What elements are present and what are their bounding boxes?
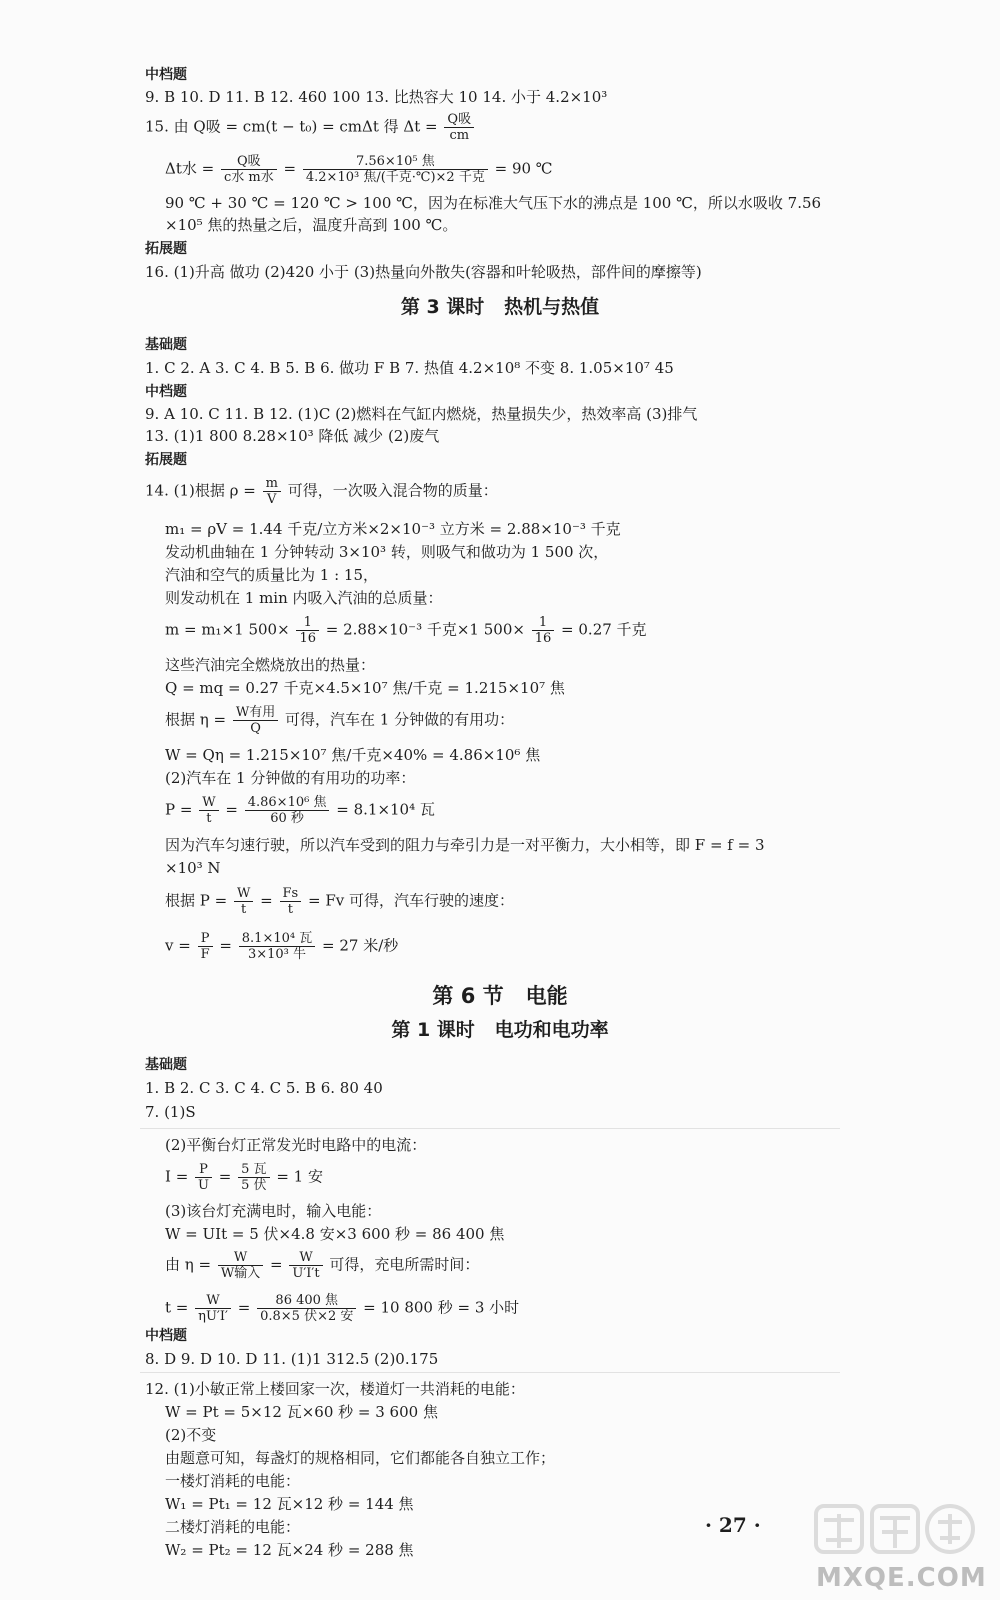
fraction [195, 1293, 231, 1324]
denominator: 4.2×10³ 焦/(千克·℃)×2 千克 [305, 170, 485, 185]
numerator: 4.86×10⁶ 焦 [245, 795, 330, 811]
text-line: ×10⁵ 焦的热量之后，温度升高到 100 ℃。 [165, 216, 458, 234]
text: 可得，一次吸入混合物的质量： [287, 481, 498, 500]
text: = [219, 936, 232, 955]
text-line: 汽油和空气的质量比为 1 : 15， [165, 566, 378, 584]
answer-line: 1. C 2. A 3. C 4. B 5. B 6. 做功 F B 7. 热值 4.2×10⁸ 不变 8. 1.05×10⁷ 45 [145, 359, 674, 377]
section-title: 第 6 节 电能 [432, 984, 568, 1008]
text-line: (3)该台灯充满电时，输入电能： [165, 1202, 382, 1220]
text: = [237, 1298, 251, 1317]
formula-line [145, 476, 835, 507]
numerator: W [218, 1250, 263, 1266]
denominator: Q [250, 721, 261, 736]
fraction [238, 1162, 269, 1193]
denominator: U′I′t [292, 1266, 320, 1281]
formula-line: m₁ = ρV = 1.44 千克/立方米×2×10⁻³ 立方米 = 2.88×10⁻³ 千克 [165, 520, 621, 538]
text-line: 由题意可知，每盏灯的规格相同，它们都能各自独立工作； [165, 1449, 556, 1467]
formula-line [165, 1293, 855, 1324]
text: P = [165, 800, 193, 819]
text: = [218, 1167, 232, 1186]
text: = Fv 可得，汽车行驶的速度： [307, 891, 514, 910]
denominator: t [206, 811, 212, 826]
numerator: 1 [296, 615, 319, 631]
denominator: 60 秒 [270, 811, 304, 826]
section-label-mid: 中档题 [145, 1328, 187, 1344]
answer-line: 9. A 10. C 11. B 12. (1)C (2)燃料在气缸内燃烧，热量损失少，热效率高 (3)排气 [145, 405, 698, 423]
answer-line: 9. B 10. D 11. B 12. 460 100 13. 比热容大 10 14. 小于 4.2×10³ [145, 88, 608, 106]
numerator: m [263, 476, 281, 492]
denominator: ηU′I′ [198, 1309, 228, 1324]
answer-line: 1. B 2. C 3. C 4. C 5. B 6. 80 40 [145, 1079, 383, 1097]
denominator: 5 伏 [241, 1178, 267, 1193]
fraction [245, 795, 330, 826]
section-label-ext: 拓展题 [145, 452, 187, 468]
numerator: 7.56×10⁵ 焦 [303, 154, 488, 170]
formula-line: W₁ = Pt₁ = 12 瓦×12 秒 = 144 焦 [165, 1495, 414, 1513]
text-line: 90 ℃ + 30 ℃ = 120 ℃ > 100 ℃，因为在标准大气压下水的沸点是 100 ℃，所以水吸收 7.56 [165, 194, 822, 212]
numerator: W [234, 886, 253, 902]
text: Δt水 = [165, 159, 215, 178]
text: 14. (1)根据 ρ = [145, 481, 256, 500]
fraction [296, 615, 319, 646]
denominator: V [267, 492, 277, 507]
answer-line: 7. (1)S [145, 1103, 196, 1121]
formula-line [165, 795, 855, 826]
formula-line: W = UIt = 5 伏×4.8 安×3 600 秒 = 86 400 焦 [165, 1225, 505, 1243]
formula-line [165, 705, 855, 736]
fraction [195, 1162, 212, 1193]
formula-line [165, 1250, 855, 1281]
text: 15. 由 Q吸 = cm(t − t₀) = cmΔt 得 Δt = [145, 117, 438, 136]
text: I = [165, 1167, 189, 1186]
fraction [239, 931, 315, 962]
numerator: W [289, 1250, 322, 1266]
denominator: U [198, 1178, 210, 1193]
fraction [221, 154, 277, 185]
text: = 27 米/秒 [322, 936, 399, 955]
formula-line [165, 615, 855, 646]
denominator: 3×10³ 牛 [247, 947, 307, 962]
denominator: F [200, 947, 210, 962]
denominator: 16 [534, 631, 552, 646]
fraction [257, 1293, 356, 1324]
numerator: Q吸 [444, 112, 474, 128]
watermark-text: MXQE.COM [816, 1563, 987, 1593]
section-label-basic: 基础题 [145, 1057, 187, 1073]
answer-line: 13. (1)1 800 8.28×10³ 降低 减少 (2)废气 [145, 427, 440, 445]
divider [140, 1372, 840, 1373]
formula-line: Q = mq = 0.27 千克×4.5×10⁷ 焦/千克 = 1.215×10⁷ 焦 [165, 679, 565, 697]
fraction [234, 886, 253, 917]
answer-line: 8. D 9. D 10. D 11. (1)1 312.5 (2)0.175 [145, 1350, 439, 1368]
fraction [280, 886, 302, 917]
answer-line: 16. (1)升高 做功 (2)420 小于 (3)热量向外散失(容器和叶轮吸热，部件间的摩擦等) [145, 263, 702, 281]
text: = 8.1×10⁴ 瓦 [336, 800, 435, 819]
fraction [199, 795, 218, 826]
numerator: 86 400 焦 [257, 1293, 356, 1309]
text: 可得，充电所需时间： [329, 1255, 480, 1274]
numerator: 1 [532, 615, 555, 631]
text: t = [165, 1298, 189, 1317]
formula-line [165, 1162, 855, 1193]
text-line: (2)汽车在 1 分钟做的有用功的功率： [165, 769, 416, 787]
section-label-mid: 中档题 [145, 67, 187, 83]
text: = [225, 800, 238, 819]
numerator: P [195, 1162, 212, 1178]
text-line: 一楼灯消耗的电能： [165, 1472, 301, 1490]
lesson-title: 第 1 课时 电功和电功率 [391, 1019, 609, 1041]
numerator: P [198, 931, 213, 947]
formula-line [145, 112, 835, 143]
formula-line: W₂ = Pt₂ = 12 瓦×24 秒 = 288 焦 [165, 1541, 414, 1559]
lesson-title: 第 3 课时 热机与热值 [400, 296, 600, 318]
text-line: 这些汽油完全燃烧放出的热量： [165, 656, 376, 674]
text: = [270, 1255, 283, 1274]
numerator: Fs [280, 886, 302, 902]
text-line: 则发动机在 1 min 内吸入汽油的总质量： [165, 589, 443, 607]
page-number: · 27 · [705, 1513, 761, 1537]
fraction [233, 705, 278, 736]
fraction [198, 931, 213, 962]
text: v = [165, 936, 191, 955]
text: = 0.27 千克 [561, 620, 647, 639]
numerator: 5 瓦 [238, 1162, 269, 1178]
fraction [218, 1250, 263, 1281]
text: 由 η = [165, 1255, 212, 1274]
text: = [283, 159, 297, 178]
fraction [444, 112, 474, 143]
denominator: cm [449, 128, 470, 143]
section-label-basic: 基础题 [145, 337, 187, 353]
section-label-mid: 中档题 [145, 384, 187, 400]
text-line: (2)平衡台灯正常发光时电路中的电流： [165, 1136, 427, 1154]
denominator: W输入 [220, 1266, 261, 1281]
text-line: 二楼灯消耗的电能： [165, 1518, 301, 1536]
text-line: (2)不变 [165, 1426, 217, 1444]
numerator: W有用 [233, 705, 278, 721]
text-line: 发动机曲轴在 1 分钟转动 3×10³ 转，则吸气和做功为 1 500 次， [165, 543, 609, 561]
fraction [303, 154, 488, 185]
formula-line: W = Pt = 5×12 瓦×60 秒 = 3 600 焦 [165, 1403, 438, 1421]
text: m = m₁×1 500× [165, 620, 290, 639]
denominator: c水 m水 [223, 170, 274, 185]
numerator: W [195, 1293, 231, 1309]
denominator: t [287, 902, 293, 917]
fraction [263, 476, 281, 507]
text: = 90 ℃ [494, 159, 553, 178]
text-line: 因为汽车匀速行驶，所以汽车受到的阻力与牵引力是一对平衡力，大小相等，即 F = f = 3 [165, 836, 765, 854]
text: 可得，汽车在 1 分钟做的有用功： [285, 710, 515, 729]
fraction [532, 615, 555, 646]
text-line: ×10³ N [165, 859, 221, 877]
text-line: 12. (1)小敏正常上楼回家一次，楼道灯一共消耗的电能： [145, 1380, 525, 1398]
text: = [260, 891, 273, 910]
numerator: W [199, 795, 218, 811]
denominator: t [241, 902, 247, 917]
formula-line [165, 154, 855, 185]
formula-line [165, 886, 855, 917]
denominator: 16 [299, 631, 316, 646]
text: = 10 800 秒 = 3 小时 [363, 1298, 520, 1317]
formula-line [165, 931, 855, 962]
text: 根据 P = [165, 891, 228, 910]
divider [140, 1128, 840, 1129]
fraction [289, 1250, 322, 1281]
numerator: Q吸 [221, 154, 277, 170]
text: 根据 η = [165, 710, 227, 729]
formula-line: W = Qη = 1.215×10⁷ 焦/千克×40% = 4.86×10⁶ 焦 [165, 746, 541, 764]
denominator: 0.8×5 伏×2 安 [260, 1309, 354, 1324]
text: = 2.88×10⁻³ 千克×1 500× [325, 620, 525, 639]
section-label-ext: 拓展题 [145, 241, 187, 257]
text: = 1 安 [276, 1167, 323, 1186]
numerator: 8.1×10⁴ 瓦 [239, 931, 315, 947]
